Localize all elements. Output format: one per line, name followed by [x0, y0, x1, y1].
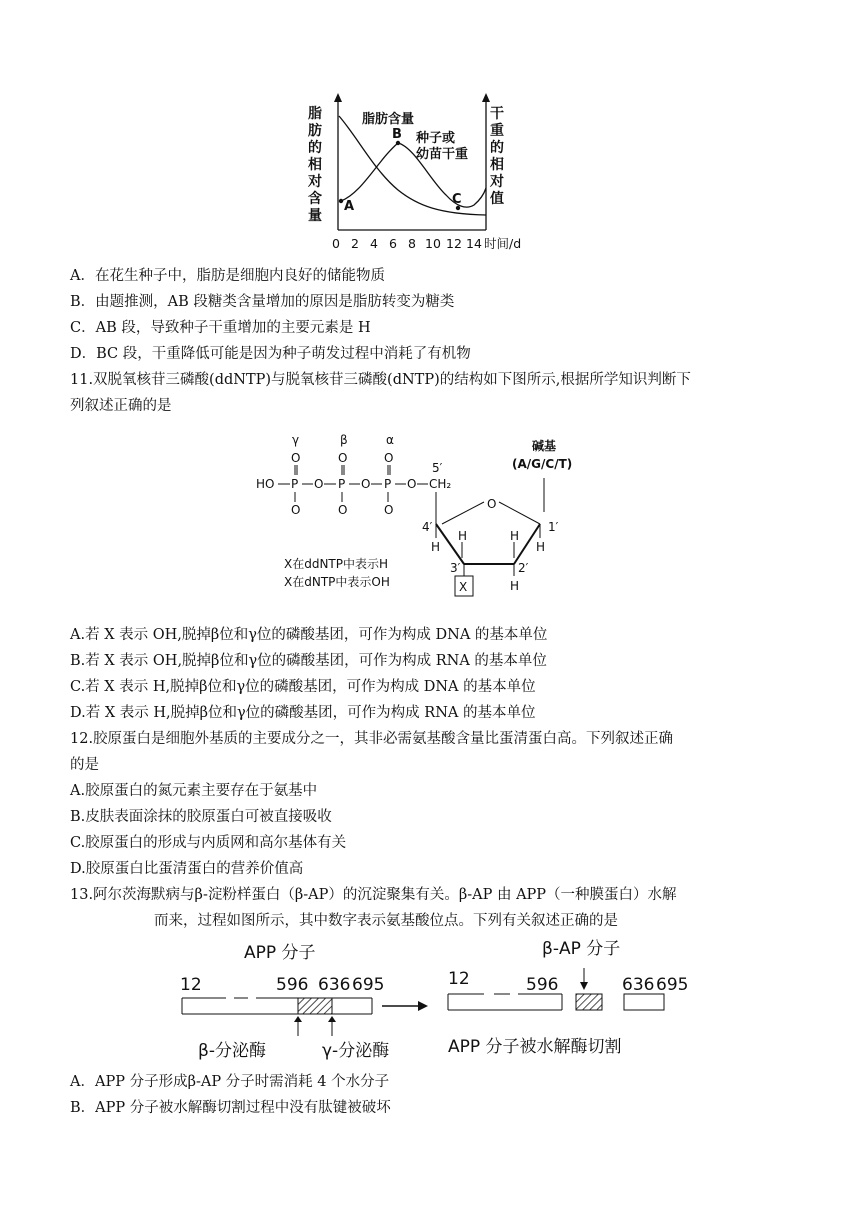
q10-option-c: C．AB 段，导致种子干重增加的主要元素是 H [70, 320, 371, 336]
site-636: 636 [622, 975, 655, 995]
app-hatched-segment [298, 998, 332, 1014]
oxygen-atom: O [361, 477, 371, 491]
q13-stem: 而来，过程如图所示，其中数字表示氨基酸位点。下列有关叙述正确的是 [154, 913, 618, 929]
x-tick-label: 10 [425, 236, 441, 251]
bap-hatched-segment [576, 994, 602, 1010]
point-b-label: B [392, 127, 402, 142]
c1-label: 1′ [548, 520, 559, 534]
h-atom: H [458, 529, 468, 543]
base-label: 碱基 [532, 439, 557, 453]
q13-stem: 13.阿尔茨海默病与β-淀粉样蛋白（β-AP）的沉淀聚集有关。β-AP 由 APP（一种膜蛋白）水解 [70, 887, 677, 903]
cut-caption: APP 分子被水解酶切割 [448, 1037, 622, 1057]
point-c-label: C [452, 192, 462, 207]
ch2-group: CH₂ [429, 477, 452, 491]
app-title: APP 分子 [244, 943, 316, 963]
phosphorus-beta: P [338, 477, 346, 491]
x-tick-label: 6 [389, 236, 397, 251]
h-atom: H [510, 579, 520, 593]
y-right-label-char: 对 [490, 174, 504, 190]
oxygen-atom: O [407, 477, 417, 491]
c2-label: 2′ [518, 561, 529, 575]
oxygen-atom: O [338, 451, 348, 465]
x-axis-label: 时间/d [484, 236, 522, 251]
q10-option-b: B．由题推测，AB 段糖类含量增加的原因是脂肪转变为糖类 [70, 294, 455, 310]
ddntp-structure-figure [250, 432, 610, 602]
y-left-label-char: 脂 [308, 106, 322, 122]
beta-secretase-label: β-分泌酶 [198, 1041, 266, 1061]
y-right-label-char: 干 [490, 106, 504, 122]
bap-title: β-AP 分子 [542, 939, 621, 959]
q13-option-b: B．APP 分子被水解酶切割过程中没有肽键被破坏 [70, 1100, 391, 1116]
site-596: 596 [526, 975, 559, 995]
y-left-label-char: 对 [308, 174, 322, 190]
oxygen-atom: O [291, 503, 301, 517]
h-atom: H [510, 529, 520, 543]
x-note-dntp: X在dNTP中表示OH [284, 575, 390, 589]
phosphorus-alpha: P [384, 477, 392, 491]
q10-option-a: A．在花生种子中，脂肪是细胞内良好的储能物质 [70, 268, 385, 284]
beta-label: β [340, 433, 348, 447]
q12-option-a: A.胶原蛋白的氮元素主要存在于氨基中 [70, 783, 318, 799]
app-cleavage-figure [172, 932, 712, 1062]
c4-label: 4′ [422, 520, 433, 534]
site-636: 636 [318, 975, 351, 995]
y-left-label-char: 的 [308, 140, 322, 156]
base-types: (A/G/C/T) [512, 457, 573, 471]
gamma-secretase-label: γ-分泌酶 [322, 1041, 390, 1061]
fat-dry-weight-graph [306, 90, 556, 256]
x-note-ddntp: X在ddNTP中表示H [284, 557, 389, 571]
gamma-label: γ [292, 433, 300, 447]
phosphorus-gamma: P [291, 477, 299, 491]
c3-label: 3′ [450, 561, 461, 575]
q11-option-d: D.若 X 表示 H,脱掉β位和γ位的磷酸基团，可作为构成 RNA 的基本单位 [70, 705, 536, 721]
h-atom: H [536, 540, 546, 554]
y-left-label-char: 含 [308, 191, 322, 207]
x-tick-label: 2 [351, 236, 359, 251]
q10-option-d: D．BC 段，干重降低可能是因为种子萌发过程中消耗了有机物 [70, 346, 471, 362]
c-terminal-fragment [624, 994, 664, 1010]
fat-content-curve [339, 116, 486, 215]
q13-option-a: A．APP 分子形成β-AP 分子时需消耗 4 个水分子 [70, 1074, 390, 1090]
q12-option-c: C.胶原蛋白的形成与内质网和高尔基体有关 [70, 835, 347, 851]
oxygen-atom: O [314, 477, 324, 491]
h-atom: H [431, 540, 441, 554]
q12-option-b: B.皮肤表面涂抹的胶原蛋白可被直接吸收 [70, 809, 332, 825]
curve-weight-label: 种子或 [416, 131, 456, 146]
y-left-label-char: 相 [308, 157, 322, 173]
curve-weight-label: 幼苗干重 [416, 147, 469, 162]
q11-option-c: C.若 X 表示 H,脱掉β位和γ位的磷酸基团，可作为构成 DNA 的基本单位 [70, 679, 536, 695]
c5-label: 5′ [432, 461, 443, 475]
oxygen-atom: O [291, 451, 301, 465]
y-right-label-char: 重 [490, 123, 504, 139]
q11-stem: 11.双脱氧核苷三磷酸(ddNTP)与脱氧核苷三磷酸(dNTP)的结构如下图所示,根据所学知识判断下 [70, 372, 691, 388]
q11-option-a: A.若 X 表示 OH,脱掉β位和γ位的磷酸基团，可作为构成 DNA 的基本单位 [70, 627, 548, 643]
q11-option-b: B.若 X 表示 OH,脱掉β位和γ位的磷酸基团，可作为构成 RNA 的基本单位 [70, 653, 547, 669]
oxygen-atom: O [338, 503, 348, 517]
y-left-label-char: 肪 [308, 123, 322, 139]
x-tick-label: 4 [370, 236, 378, 251]
y-right-label-char: 的 [490, 140, 504, 156]
site-12: 12 [448, 969, 470, 989]
x-substituent: X [459, 580, 468, 594]
q11-stem: 列叙述正确的是 [70, 398, 172, 414]
x-tick-label: 8 [408, 236, 416, 251]
site-596: 596 [276, 975, 309, 995]
y-left-label-char: 量 [308, 208, 322, 224]
oxygen-atom: O [384, 451, 394, 465]
alpha-label: α [386, 433, 394, 447]
q12-stem: 12.胶原蛋白是细胞外基质的主要成分之一，其非必需氨基酸含量比蛋清蛋白高。下列叙述正确 [70, 731, 674, 747]
point-a-label: A [344, 199, 355, 214]
curve-fat-label: 脂肪含量 [362, 112, 415, 127]
x-tick-label: 0 [332, 236, 340, 251]
ring-oxygen: O [487, 497, 497, 511]
site-695: 695 [656, 975, 689, 995]
q12-stem: 的是 [70, 757, 99, 773]
y-right-label-char: 值 [490, 191, 504, 207]
ho-group: HO [256, 477, 275, 491]
oxygen-atom: O [384, 503, 394, 517]
x-tick-label: 14 [466, 236, 482, 251]
q12-option-d: D.胶原蛋白比蛋清蛋白的营养价值高 [70, 861, 304, 877]
site-695: 695 [352, 975, 385, 995]
site-12: 12 [180, 975, 202, 995]
x-tick-label: 12 [446, 236, 462, 251]
y-right-label-char: 相 [490, 157, 504, 173]
point-a-dot [339, 199, 343, 203]
